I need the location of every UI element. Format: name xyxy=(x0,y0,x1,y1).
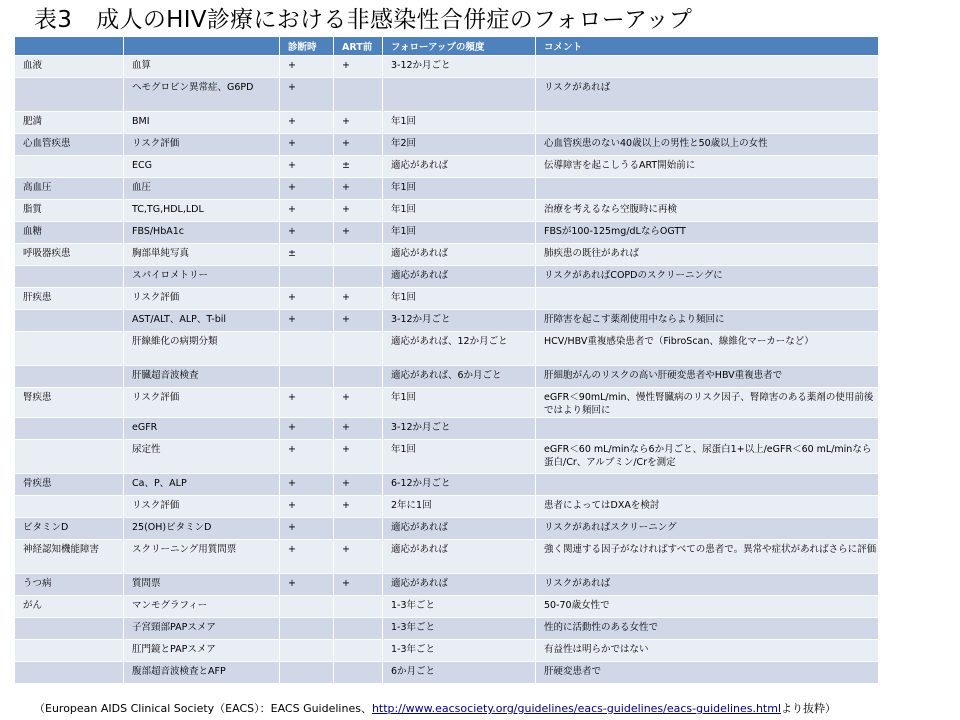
row-item: eGFR xyxy=(124,418,280,440)
citation-link[interactable]: http://www.eacsociety.org/guidelines/eacs-guidelines/eacs-guidelines.html xyxy=(371,702,782,715)
row-category xyxy=(15,618,124,640)
row-pre-art xyxy=(334,618,383,640)
table-number: 表3 xyxy=(34,7,73,33)
row-pre-art xyxy=(334,518,383,540)
table-row xyxy=(15,222,879,244)
row-comment: FBSが100-125mg/dLならOGTT xyxy=(536,222,879,244)
row-item: マンモグラフィー xyxy=(124,596,280,618)
row-at-diagnosis: + xyxy=(280,112,334,134)
row-item: 質問票 xyxy=(124,574,280,596)
table-row xyxy=(15,662,879,684)
row-comment: リスクがあれば xyxy=(536,574,879,596)
row-item: AST/ALT、ALP、T-bil xyxy=(124,310,280,332)
row-comment: 心血管疾患のない40歳以上の男性と50歳以上の女性 xyxy=(536,134,879,156)
row-comment xyxy=(536,56,879,78)
row-comment: 伝導障害を起こしうるART開始前に xyxy=(536,156,879,178)
header-pre-art: ART前 xyxy=(334,37,383,56)
row-category: 高血圧 xyxy=(15,178,124,200)
row-category: がん xyxy=(15,596,124,618)
table-row xyxy=(15,518,879,540)
row-comment: 肝硬変患者で xyxy=(536,662,879,684)
row-pre-art xyxy=(334,244,383,266)
row-item: ヘモグロビン異常症、G6PD xyxy=(124,78,280,112)
row-frequency: 1-3年ごと xyxy=(383,640,536,662)
row-item: リスク評価 xyxy=(124,388,280,418)
row-category: 血液 xyxy=(15,56,124,78)
row-item: 血圧 xyxy=(124,178,280,200)
row-pre-art: + xyxy=(334,310,383,332)
source-citation xyxy=(34,700,836,716)
row-at-diagnosis: + xyxy=(280,156,334,178)
row-at-diagnosis: + xyxy=(280,200,334,222)
table-row xyxy=(15,366,879,388)
row-pre-art: + xyxy=(334,418,383,440)
row-frequency: 年1回 xyxy=(383,200,536,222)
row-category: ビタミンD xyxy=(15,518,124,540)
row-category xyxy=(15,366,124,388)
row-item: 25(OH)ビタミンD xyxy=(124,518,280,540)
header-at-diagnosis: 診断時 xyxy=(280,37,334,56)
table-row xyxy=(15,156,879,178)
table-row xyxy=(15,310,879,332)
row-comment xyxy=(536,418,879,440)
row-category xyxy=(15,496,124,518)
row-category: 心血管疾患 xyxy=(15,134,124,156)
row-item: BMI xyxy=(124,112,280,134)
row-pre-art: + xyxy=(334,574,383,596)
row-category xyxy=(15,418,124,440)
row-frequency: 適応があれば xyxy=(383,574,536,596)
row-pre-art xyxy=(334,662,383,684)
table-row xyxy=(15,78,879,112)
row-at-diagnosis: + xyxy=(280,178,334,200)
row-comment: 性的に活動性のある女性で xyxy=(536,618,879,640)
row-pre-art: ± xyxy=(334,156,383,178)
row-item: ECG xyxy=(124,156,280,178)
row-item: 子宮頸部PAPスメア xyxy=(124,618,280,640)
row-item: TC,TG,HDL,LDL xyxy=(124,200,280,222)
row-comment xyxy=(536,112,879,134)
row-frequency: 年1回 xyxy=(383,388,536,418)
table-row xyxy=(15,388,879,418)
row-category xyxy=(15,266,124,288)
row-at-diagnosis xyxy=(280,618,334,640)
row-category: 血糖 xyxy=(15,222,124,244)
row-comment xyxy=(536,288,879,310)
row-frequency: 1-3年ごと xyxy=(383,618,536,640)
row-category xyxy=(15,662,124,684)
header-category xyxy=(15,37,124,56)
row-comment: eGFR＜60 mL/minなら6か月ごと、尿蛋白1+以上/eGFR＜60 mL/minなら蛋白/Cr、アルブミン/Crを測定 xyxy=(536,440,879,474)
row-item: 血算 xyxy=(124,56,280,78)
row-at-diagnosis: + xyxy=(280,56,334,78)
row-at-diagnosis: + xyxy=(280,418,334,440)
row-item: 胸部単純写真 xyxy=(124,244,280,266)
row-pre-art: + xyxy=(334,56,383,78)
row-at-diagnosis xyxy=(280,366,334,388)
table-row xyxy=(15,596,879,618)
row-frequency: 年1回 xyxy=(383,288,536,310)
row-item: リスク評価 xyxy=(124,134,280,156)
row-frequency: 年1回 xyxy=(383,112,536,134)
row-pre-art: + xyxy=(334,288,383,310)
row-pre-art: + xyxy=(334,496,383,518)
row-at-diagnosis: + xyxy=(280,540,334,574)
title-text: 成人のHIV診療における非感染性合併症のフォローアップ xyxy=(96,7,693,33)
row-frequency: 適応があれば xyxy=(383,266,536,288)
row-comment: 有益性は明らかではない xyxy=(536,640,879,662)
row-comment: 肝細胞がんのリスクの高い肝硬変患者やHBV重複患者で xyxy=(536,366,879,388)
row-comment xyxy=(536,474,879,496)
row-category: 骨疾患 xyxy=(15,474,124,496)
row-category: うつ病 xyxy=(15,574,124,596)
row-at-diagnosis: + xyxy=(280,310,334,332)
row-category: 脂質 xyxy=(15,200,124,222)
row-item: リスク評価 xyxy=(124,496,280,518)
row-at-diagnosis xyxy=(280,640,334,662)
table-row xyxy=(15,178,879,200)
row-category: 呼吸器疾患 xyxy=(15,244,124,266)
row-category xyxy=(15,440,124,474)
row-item: スクリーニング用質問票 xyxy=(124,540,280,574)
row-pre-art xyxy=(334,78,383,112)
row-frequency: 年1回 xyxy=(383,440,536,474)
citation-prefix: （European AIDS Clinical Society（EACS）：EACS Guidelines、 xyxy=(34,702,372,715)
row-at-diagnosis: + xyxy=(280,574,334,596)
row-pre-art: + xyxy=(334,388,383,418)
row-at-diagnosis: + xyxy=(280,440,334,474)
row-at-diagnosis: + xyxy=(280,288,334,310)
row-at-diagnosis: + xyxy=(280,474,334,496)
table-row xyxy=(15,440,879,474)
row-at-diagnosis: + xyxy=(280,388,334,418)
page-title xyxy=(34,4,692,36)
row-frequency: 適応があれば xyxy=(383,540,536,574)
row-pre-art xyxy=(334,332,383,366)
row-pre-art xyxy=(334,640,383,662)
table-row xyxy=(15,134,879,156)
row-comment: 肝障害を起こす薬剤使用中ならより頻回に xyxy=(536,310,879,332)
row-at-diagnosis: + xyxy=(280,496,334,518)
row-comment: 治療を考えるなら空腹時に再検 xyxy=(536,200,879,222)
citation-suffix: より抜粋） xyxy=(781,702,837,715)
row-category: 肝疾患 xyxy=(15,288,124,310)
row-category: 腎疾患 xyxy=(15,388,124,418)
row-frequency: 2年に1回 xyxy=(383,496,536,518)
table-row xyxy=(15,496,879,518)
row-item: 肝臓超音波検査 xyxy=(124,366,280,388)
row-item: 尿定性 xyxy=(124,440,280,474)
row-frequency xyxy=(383,78,536,112)
row-comment: eGFR＜90mL/min、慢性腎臓病のリスク因子、腎障害のある薬剤の使用前後ではより頻回に xyxy=(536,388,879,418)
row-at-diagnosis: + xyxy=(280,518,334,540)
table-row xyxy=(15,288,879,310)
row-item: 肛門鏡とPAPスメア xyxy=(124,640,280,662)
row-comment: 50-70歳女性で xyxy=(536,596,879,618)
row-frequency: 年1回 xyxy=(383,178,536,200)
header-item xyxy=(124,37,280,56)
row-at-diagnosis xyxy=(280,332,334,366)
row-category xyxy=(15,310,124,332)
row-pre-art: + xyxy=(334,440,383,474)
row-frequency: 適応があれば、6か月ごと xyxy=(383,366,536,388)
row-at-diagnosis: ± xyxy=(280,244,334,266)
row-comment: 強く関連する因子がなければすべての患者で。異常や症状があればさらに評価 xyxy=(536,540,879,574)
row-pre-art xyxy=(334,366,383,388)
row-item: FBS/HbA1c xyxy=(124,222,280,244)
row-item: 肝線維化の病期分類 xyxy=(124,332,280,366)
row-frequency: 6か月ごと xyxy=(383,662,536,684)
row-frequency: 3-12か月ごと xyxy=(383,418,536,440)
row-at-diagnosis: + xyxy=(280,78,334,112)
table-row xyxy=(15,540,879,574)
table-row xyxy=(15,244,879,266)
table-row xyxy=(15,112,879,134)
row-pre-art: + xyxy=(334,200,383,222)
table-row xyxy=(15,332,879,366)
row-at-diagnosis xyxy=(280,662,334,684)
row-pre-art xyxy=(334,596,383,618)
row-pre-art: + xyxy=(334,540,383,574)
row-frequency: 適応があれば、12か月ごと xyxy=(383,332,536,366)
row-item: スパイロメトリー xyxy=(124,266,280,288)
table-header-row xyxy=(15,37,879,56)
table-row xyxy=(15,266,879,288)
row-category xyxy=(15,156,124,178)
table-row xyxy=(15,474,879,496)
row-pre-art: + xyxy=(334,134,383,156)
row-frequency: 適応があれば xyxy=(383,244,536,266)
row-frequency: 3-12か月ごと xyxy=(383,56,536,78)
row-pre-art: + xyxy=(334,222,383,244)
row-at-diagnosis: + xyxy=(280,222,334,244)
row-category: 神経認知機能障害 xyxy=(15,540,124,574)
row-comment: 肺疾患の既往があれば xyxy=(536,244,879,266)
row-category xyxy=(15,78,124,112)
table-row xyxy=(15,56,879,78)
row-frequency: 1-3年ごと xyxy=(383,596,536,618)
row-frequency: 適応があれば xyxy=(383,518,536,540)
row-category xyxy=(15,640,124,662)
header-frequency: フォローアップの頻度 xyxy=(383,37,536,56)
row-item: リスク評価 xyxy=(124,288,280,310)
followup-table xyxy=(14,36,879,684)
row-category xyxy=(15,332,124,366)
row-at-diagnosis xyxy=(280,596,334,618)
row-pre-art: + xyxy=(334,178,383,200)
row-at-diagnosis xyxy=(280,266,334,288)
table-row xyxy=(15,574,879,596)
row-comment: リスクがあれば xyxy=(536,78,879,112)
header-comment: コメント xyxy=(536,37,879,56)
row-pre-art: + xyxy=(334,474,383,496)
row-frequency: 3-12か月ごと xyxy=(383,310,536,332)
row-frequency: 年2回 xyxy=(383,134,536,156)
row-category: 肥満 xyxy=(15,112,124,134)
row-comment xyxy=(536,178,879,200)
table-row xyxy=(15,200,879,222)
row-comment: 患者によってはDXAを検討 xyxy=(536,496,879,518)
row-comment: リスクがあればCOPDのスクリーニングに xyxy=(536,266,879,288)
table-row xyxy=(15,418,879,440)
table-row xyxy=(15,618,879,640)
row-frequency: 6-12か月ごと xyxy=(383,474,536,496)
row-pre-art: + xyxy=(334,112,383,134)
row-pre-art xyxy=(334,266,383,288)
row-comment: HCV/HBV重複感染患者で（FibroScan、線維化マーカーなど） xyxy=(536,332,879,366)
table-row xyxy=(15,640,879,662)
row-frequency: 適応があれば xyxy=(383,156,536,178)
row-item: Ca、P、ALP xyxy=(124,474,280,496)
row-item: 腹部超音波検査とAFP xyxy=(124,662,280,684)
row-comment: リスクがあればスクリーニング xyxy=(536,518,879,540)
row-frequency: 年1回 xyxy=(383,222,536,244)
row-at-diagnosis: + xyxy=(280,134,334,156)
